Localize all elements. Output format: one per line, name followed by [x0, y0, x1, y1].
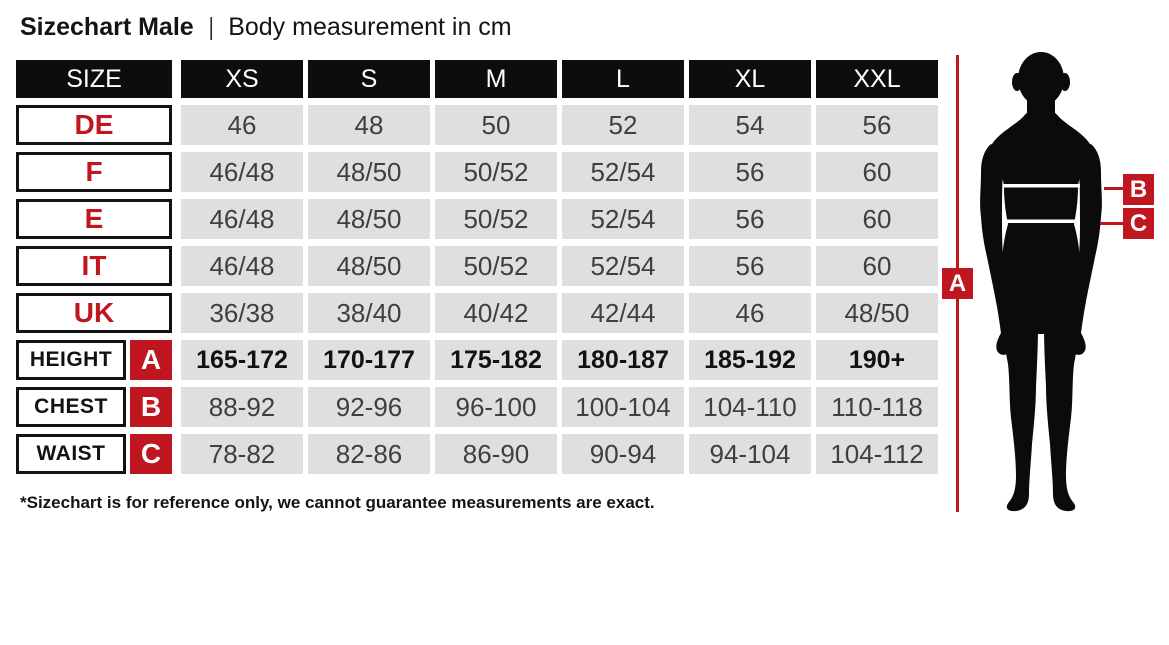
header-cell-s: S	[308, 60, 430, 98]
title-main: Sizechart Male	[20, 13, 194, 41]
figure-marker-waist: C	[1123, 208, 1154, 239]
cell-it-xxl: 60	[816, 246, 938, 286]
cell-uk-s: 38/40	[308, 293, 430, 333]
waist-line	[1006, 220, 1076, 224]
table-row-height	[16, 340, 938, 380]
cell-f-xs: 46/48	[181, 152, 303, 192]
cell-waist-xxl: 104-112	[816, 434, 938, 474]
cell-height-m: 175-182	[435, 340, 557, 380]
cell-f-xxl: 60	[816, 152, 938, 192]
row-label-de: DE	[16, 105, 172, 145]
cell-uk-xs: 36/38	[181, 293, 303, 333]
row-label-it: IT	[16, 246, 172, 286]
header-cell-l: L	[562, 60, 684, 98]
table-marker-c: C	[130, 434, 172, 474]
cell-f-m: 50/52	[435, 152, 557, 192]
chest-connector-line	[1104, 187, 1124, 190]
cell-it-s: 48/50	[308, 246, 430, 286]
cell-de-xs: 46	[181, 105, 303, 145]
cell-chest-s: 92-96	[308, 387, 430, 427]
cell-waist-xl: 94-104	[689, 434, 811, 474]
cell-e-xxl: 60	[816, 199, 938, 239]
title-separator-bar: |	[208, 13, 214, 41]
cell-height-s: 170-177	[308, 340, 430, 380]
cell-e-xl: 56	[689, 199, 811, 239]
cell-f-l: 52/54	[562, 152, 684, 192]
chest-line	[1003, 184, 1080, 188]
cell-de-xxl: 56	[816, 105, 938, 145]
table-row-uk	[16, 293, 938, 333]
cell-it-xl: 56	[689, 246, 811, 286]
cell-chest-xxl: 110-118	[816, 387, 938, 427]
table-row-chest	[16, 387, 938, 427]
cell-waist-xs: 78-82	[181, 434, 303, 474]
table-header-row	[16, 60, 938, 98]
cell-it-m: 50/52	[435, 246, 557, 286]
cell-f-xl: 56	[689, 152, 811, 192]
cell-uk-m: 40/42	[435, 293, 557, 333]
table-row-it	[16, 246, 938, 286]
cell-de-s: 48	[308, 105, 430, 145]
cell-uk-l: 42/44	[562, 293, 684, 333]
size-table	[16, 60, 938, 481]
cell-waist-s: 82-86	[308, 434, 430, 474]
figure-marker-height: A	[942, 268, 973, 299]
cell-uk-xl: 46	[689, 293, 811, 333]
table-row-e	[16, 199, 938, 239]
cell-height-xs: 165-172	[181, 340, 303, 380]
table-row-f	[16, 152, 938, 192]
header-cell-xl: XL	[689, 60, 811, 98]
waist-connector-line	[1100, 222, 1124, 225]
table-row-de	[16, 105, 938, 145]
cell-de-m: 50	[435, 105, 557, 145]
cell-it-l: 52/54	[562, 246, 684, 286]
footnote-text: *Sizechart is for reference only, we cannot guarantee measurements are exact.	[20, 493, 655, 512]
cell-height-xl: 185-192	[689, 340, 811, 380]
row-label-chest: CHEST	[16, 387, 126, 427]
male-silhouette	[978, 52, 1118, 512]
cell-e-s: 48/50	[308, 199, 430, 239]
table-marker-a: A	[130, 340, 172, 380]
header-cell-m: M	[435, 60, 557, 98]
silhouette-leg-right	[1044, 300, 1080, 511]
cell-e-l: 52/54	[562, 199, 684, 239]
cell-f-s: 48/50	[308, 152, 430, 192]
cell-de-xl: 54	[689, 105, 811, 145]
cell-it-xs: 46/48	[181, 246, 303, 286]
page-title	[20, 13, 512, 42]
row-label-e: E	[16, 199, 172, 239]
title-subtitle: Body measurement in cm	[228, 13, 512, 41]
header-cell-xxl: XXL	[816, 60, 938, 98]
cell-chest-m: 96-100	[435, 387, 557, 427]
cell-height-xxl: 190+	[816, 340, 938, 380]
figure-marker-chest: B	[1123, 174, 1154, 205]
cell-e-m: 50/52	[435, 199, 557, 239]
row-label-waist: WAIST	[16, 434, 126, 474]
header-cell-xs: XS	[181, 60, 303, 98]
cell-waist-l: 90-94	[562, 434, 684, 474]
cell-uk-xxl: 48/50	[816, 293, 938, 333]
silhouette-leg-left	[1002, 300, 1038, 511]
row-label-uk: UK	[16, 293, 172, 333]
cell-de-l: 52	[562, 105, 684, 145]
table-marker-b: B	[130, 387, 172, 427]
row-label-f: F	[16, 152, 172, 192]
cell-height-l: 180-187	[562, 340, 684, 380]
cell-e-xs: 46/48	[181, 199, 303, 239]
cell-chest-xl: 104-110	[689, 387, 811, 427]
cell-waist-m: 86-90	[435, 434, 557, 474]
cell-chest-xs: 88-92	[181, 387, 303, 427]
row-label-height: HEIGHT	[16, 340, 126, 380]
table-row-waist	[16, 434, 938, 474]
cell-chest-l: 100-104	[562, 387, 684, 427]
header-cell-size: SIZE	[16, 60, 172, 98]
